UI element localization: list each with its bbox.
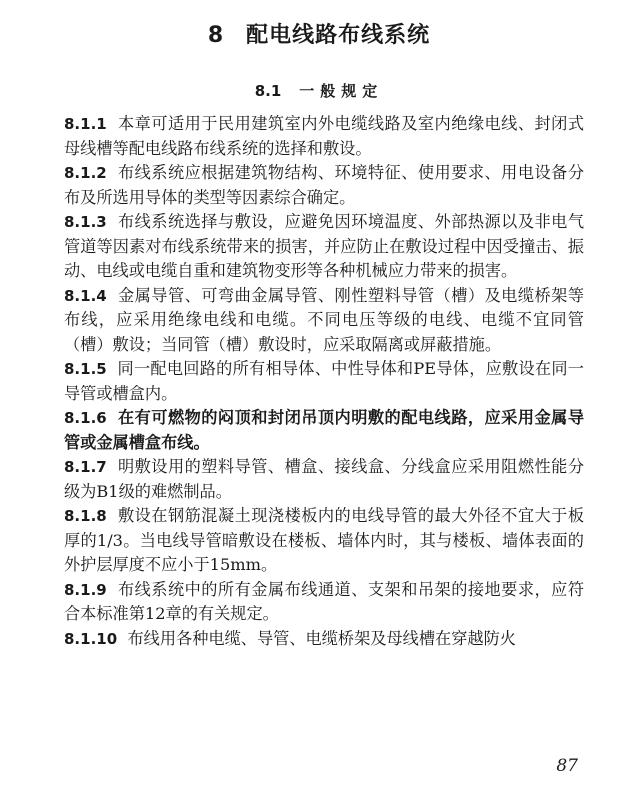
clause-text: 敷设在钢筋混凝土现浇楼板内的电线导管的最大外径不宜大于板厚的1/3。当电线导管暗敷设在楼板、墙体内时，其与楼板、墙体表面的外护层厚度不应小于15mm。 [64,506,585,574]
clause-8-1-8 [64,504,584,578]
clause-list [64,112,584,651]
clause-text: 布线系统选择与敷设，应避免因环境温度、外部热源以及非电气管道等因素对布线系统带来的损害，并应防止在敷设过程中因受撞击、振动、电线或电缆自重和建筑物变形等各种机械应力带来的损害。 [64,212,585,280]
clause-text: 同一配电回路的所有相导体、中性导体和PE导体，应敷设在同一导管或槽盒内。 [64,359,584,403]
clause-8-1-9 [64,578,584,627]
section-name: 一般规定 [299,82,384,100]
clause-8-1-1 [64,112,584,161]
clause-text: 本章可适用于民用建筑室内外电缆线路及室内绝缘电线、封闭式母线槽等配电线路布线系统的选择和敷设。 [64,114,585,158]
clause-text: 布线系统应根据建筑物结构、环境特征、使用要求、用电设备分布及所选用导体的类型等因素综合确定。 [64,163,585,207]
clause-text: 布线用各种电缆、导管、电缆桥架及母线槽在穿越防火 [127,628,516,648]
clause-number: 8.1.4 [64,286,107,305]
clause-number: 8.1.1 [64,115,107,133]
clause-8-1-6 [64,406,584,455]
page-number: 87 [556,756,578,776]
clause-8-1-10 [64,627,584,652]
section-title [0,80,638,101]
clause-number: 8.1.3 [64,213,107,231]
clause-8-1-2 [64,161,584,210]
clause-number: 8.1.6 [64,409,107,427]
chapter-title [0,18,638,49]
clause-number: 8.1.10 [64,629,118,648]
clause-text: 布线系统中的所有金属布线通道、支架和吊架的接地要求，应符合本标准第12章的有关规定。 [64,579,585,623]
clause-8-1-4 [64,284,584,358]
clause-text: 明敷设用的塑料导管、槽盒、接线盒、分线盒应采用阻燃性能分级为B1级的难燃制品。 [64,457,585,501]
section-number: 8.1 [254,82,282,100]
chapter-number: 8 [207,23,225,48]
clause-number: 8.1.5 [64,360,107,378]
clause-number: 8.1.8 [64,507,107,525]
clause-number: 8.1.7 [64,458,107,476]
clause-number: 8.1.2 [64,164,107,182]
clause-8-1-5 [64,357,584,406]
clause-8-1-7 [64,455,584,504]
clause-8-1-3 [64,210,584,284]
clause-text: 金属导管、可弯曲金属导管、刚性塑料导管（槽）及电缆桥架等布线，应采用绝缘电线和电缆。不同电压等级的电线、电缆不宜同管（槽）敷设；当同管（槽）敷设时，应采取隔离或屏蔽措施。 [64,285,585,354]
clause-number: 8.1.9 [64,580,107,599]
chapter-name: 配电线路布线系统 [246,23,431,48]
clause-text: 在有可燃物的闷顶和封闭吊顶内明敷的配电线路，应采用金属导管或金属槽盒布线。 [64,408,585,452]
